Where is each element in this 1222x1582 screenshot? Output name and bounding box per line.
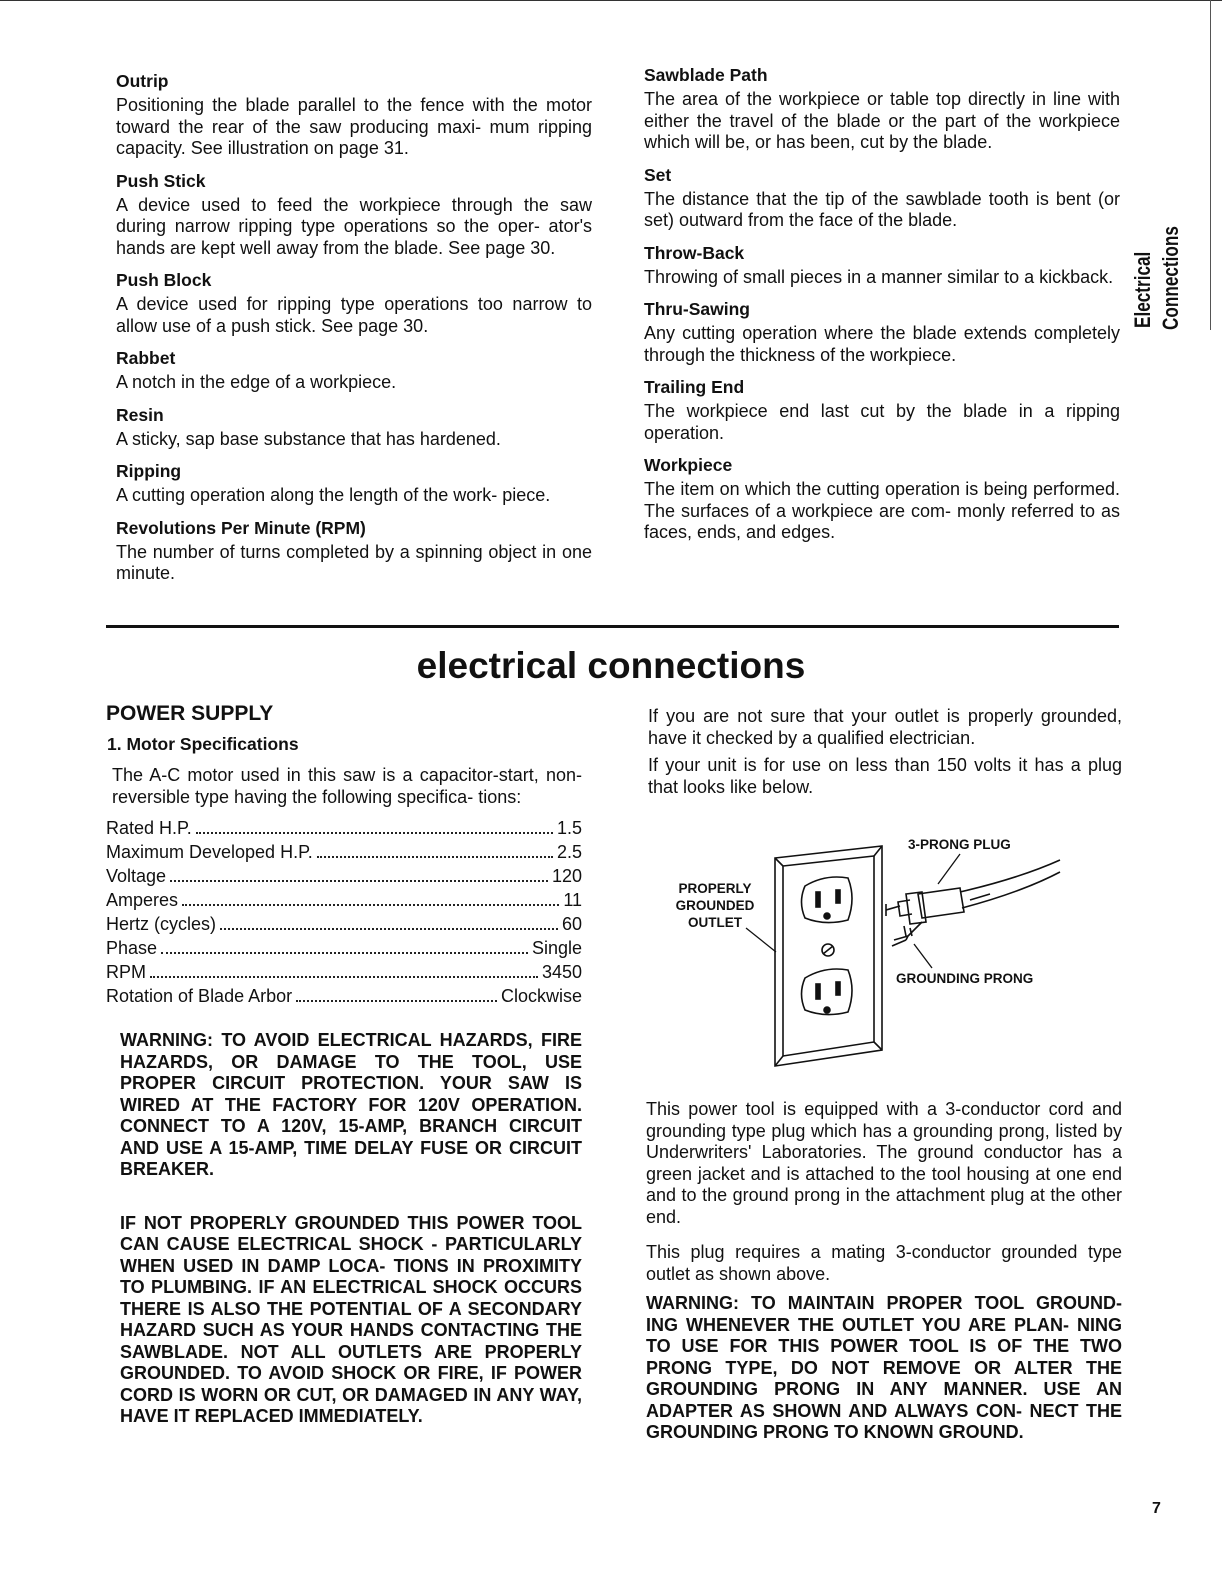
- side-tab-line-1: Electrical: [1130, 251, 1155, 328]
- cord-description-paragraph: This power tool is equipped with a 3-conductor cord and grounding type plug which has a grounding prong, listed by Underwriters' Laboratories. The ground conductor has a green jacket and is attached to the tool housing at one end and to the ground prong in the attachment plug at the other end.: [646, 1099, 1122, 1227]
- three-prong-plug: [886, 860, 1060, 946]
- spec-value: 2.5: [556, 842, 582, 862]
- term-name: Push Block: [116, 270, 212, 290]
- glossary-entry: [116, 269, 592, 337]
- leader-dots: [220, 928, 558, 930]
- grounding-column: [648, 706, 1122, 798]
- grounding-check-paragraph: If you are not sure that your outlet is properly grounded, have it checked by a qualified electrician.: [648, 706, 1122, 748]
- grounding-details-column: [646, 1099, 1122, 1444]
- leader-dots: [296, 1000, 497, 1002]
- term-definition: The area of the workpiece or table top directly in line with either the travel of the blade or the part of the workpiece which will be, or has been, cut by the blade.: [644, 89, 1120, 152]
- glossary-left-column: [116, 70, 592, 595]
- glossary-entry: [644, 242, 1120, 289]
- glossary-entry: [116, 170, 592, 260]
- glossary-entry: [116, 517, 592, 585]
- term-name: Ripping: [116, 461, 182, 481]
- term-name: Trailing End: [644, 377, 745, 397]
- center-screw: [822, 944, 834, 956]
- term-name: Outrip: [116, 71, 169, 91]
- glossary-entry: [644, 164, 1120, 232]
- label-grounded-outlet: PROPERLY GROUNDED OUTLET: [675, 881, 755, 930]
- spec-label: Rotation of Blade Arbor: [106, 986, 293, 1006]
- spec-row: [106, 864, 582, 888]
- section-side-tab: [1128, 218, 1192, 330]
- mating-outlet-paragraph: This plug requires a mating 3-conductor grounded type outlet as shown above.: [646, 1242, 1122, 1284]
- term-definition: Any cutting operation where the blade extends completely through the thickness of the workpiece.: [644, 323, 1120, 365]
- spec-row: [106, 960, 582, 984]
- term-name: Sawblade Path: [644, 65, 768, 85]
- term-name: Thru-Sawing: [644, 299, 750, 319]
- term-definition: A device used to feed the workpiece through the saw during narrow ripping type operations so the oper- ator's hands are kept well away from the blade. See page 30.: [116, 194, 592, 258]
- term-name: Throw-Back: [644, 242, 745, 263]
- leader-dots: [317, 856, 553, 858]
- spec-label: Phase: [106, 938, 158, 958]
- outlet-plug-diagram: [660, 830, 1080, 1070]
- spec-value: Single: [531, 938, 582, 958]
- leader-dots: [161, 952, 528, 954]
- page-number: 7: [1152, 1500, 1161, 1517]
- spec-row: [106, 816, 582, 840]
- glossary-entry: [644, 298, 1120, 366]
- power-supply-heading: POWER SUPPLY: [106, 702, 274, 725]
- term-definition: A notch in the edge of a workpiece.: [116, 372, 397, 392]
- term-definition: A sticky, sap base substance that has hardened.: [116, 428, 501, 449]
- section-divider: [106, 625, 1119, 628]
- spec-value: 120: [551, 866, 582, 886]
- upper-receptacle: [802, 877, 853, 923]
- spec-list: [106, 816, 582, 1008]
- spec-value: Clockwise: [500, 986, 582, 1006]
- leader-dots: [150, 976, 538, 978]
- term-name: Rabbet: [116, 348, 176, 368]
- glossary-entry: [116, 70, 592, 160]
- glossary-entry: [116, 460, 592, 507]
- top-rule: [0, 0, 1222, 1]
- term-definition: The workpiece end last cut by the blade in a ripping operation.: [644, 401, 1120, 443]
- spec-row: [106, 888, 582, 912]
- spec-row: [106, 936, 582, 960]
- leader-dots: [182, 904, 559, 906]
- label-grounding-prong: GROUNDING PRONG: [896, 971, 1034, 986]
- term-name: Revolutions Per Minute (RPM): [116, 517, 366, 538]
- leader-dots: [170, 880, 548, 882]
- term-definition: A device used for ripping type operations too narrow to allow use of a push stick. See page 30.: [116, 294, 592, 336]
- motor-intro: The A-C motor used in this saw is a capacitor-start, non-reversible type having the following specifica- tions:: [112, 765, 582, 807]
- glossary-entry: [116, 404, 592, 451]
- spec-row: [106, 984, 582, 1008]
- glossary-entry: [644, 64, 1120, 154]
- spec-value: 3450: [541, 962, 582, 982]
- leader-lines: [746, 854, 960, 968]
- spec-row: [106, 840, 582, 864]
- spec-label: RPM: [106, 962, 146, 982]
- two-prong-adapter-warning: WARNING: TO MAINTAIN PROPER TOOL GROUND- ING WHENEVER THE OUTLET YOU ARE PLAN- NING TO USE FOR THIS POWER TOOL IS OF THE TWO PRONG TYPE, DO NOT REMOVE OR ALTER THE GROUNDING PRONG IN ANY MANNER. USE AN ADAPTER AS SHOWN AND ALWAYS CON- NECT THE GROUNDING PRONG TO KNOWN GROUND.: [646, 1293, 1122, 1442]
- grounding-warning: IF NOT PROPERLY GROUNDED THIS POWER TOOL CAN CAUSE ELECTRICAL SHOCK - PARTICULARLY WHEN USED IN DAMP LOCA- TIONS IN PROXIMITY TO PLUMBING. IF AN ELECTRICAL SHOCK OCCURS THERE IS ALSO THE POTENTIAL OF A SECONDARY HAZARD SUCH AS YOUR HANDS CONTACTING THE SAWBLADE. NOT ALL OUTLETS ARE PROPERLY GROUNDED. TO AVOID SHOCK OR FIRE, IF POWER CORD IS WORN OR CUT, OR DAMAGED IN ANY WAY, HAVE IT REPLACED IMMEDIATELY.: [120, 1212, 582, 1426]
- term-name: Workpiece: [644, 455, 733, 475]
- plug-intro-paragraph: If your unit is for use on less than 150 volts it has a plug that looks like below.: [648, 755, 1122, 797]
- spec-value: 11: [563, 890, 582, 910]
- term-definition: Positioning the blade parallel to the fence with the motor toward the rear of the saw producing maxi- mum ripping capacity. See illustration on page 31.: [116, 95, 592, 158]
- spec-label: Maximum Developed H.P.: [106, 842, 313, 862]
- term-name: Set: [644, 164, 672, 185]
- side-tab-line-2: Connections: [1158, 226, 1183, 330]
- label-three-prong-plug: 3-PRONG PLUG: [908, 837, 1011, 852]
- spec-row: [106, 912, 582, 936]
- lower-receptacle: [802, 969, 853, 1015]
- term-definition: The distance that the tip of the sawblade tooth is bent (or set) outward from the face of the blade.: [644, 188, 1120, 230]
- glossary-entry: [644, 376, 1120, 444]
- glossary-entry: [644, 454, 1120, 544]
- leader-dots: [196, 832, 553, 834]
- spec-label: Hertz (cycles): [106, 914, 217, 934]
- circuit-protection-warning: WARNING: TO AVOID ELECTRICAL HAZARDS, FIRE HAZARDS, OR DAMAGE TO THE TOOL, USE PROPER CIRCUIT PROTECTION. YOUR SAW IS WIRED AT THE FACTORY FOR 120V OPERATION. CONNECT TO A 120V, 15-AMP, BRANCH CIRCUIT AND USE A 15-AMP, TIME DELAY FUSE OR CIRCUIT BREAKER.: [120, 1030, 582, 1179]
- term-name: Push Stick: [116, 170, 206, 191]
- term-definition: Throwing of small pieces in a manner similar to a kickback.: [644, 266, 1114, 287]
- glossary-entry: [116, 347, 592, 394]
- spec-value: 1.5: [556, 818, 582, 838]
- motor-specifications-heading: 1. Motor Specifications: [107, 734, 299, 754]
- spec-label: Voltage: [106, 866, 167, 886]
- term-definition: The number of turns completed by a spinning object in one minute.: [116, 541, 592, 583]
- spec-label: Amperes: [106, 890, 179, 910]
- spec-value: 60: [561, 914, 582, 934]
- right-edge-rule: [1210, 0, 1211, 330]
- term-definition: The item on which the cutting operation is being performed. The surfaces of a workpiece are com- monly referred to as faces, ends, and edges.: [644, 479, 1120, 542]
- power-supply-column: [106, 702, 582, 1428]
- term-definition: A cutting operation along the length of the work- piece.: [116, 485, 551, 505]
- glossary-right-column: [644, 64, 1120, 554]
- term-name: Resin: [116, 404, 164, 425]
- spec-label: Rated H.P.: [106, 818, 192, 838]
- section-title: electrical connections: [416, 645, 806, 686]
